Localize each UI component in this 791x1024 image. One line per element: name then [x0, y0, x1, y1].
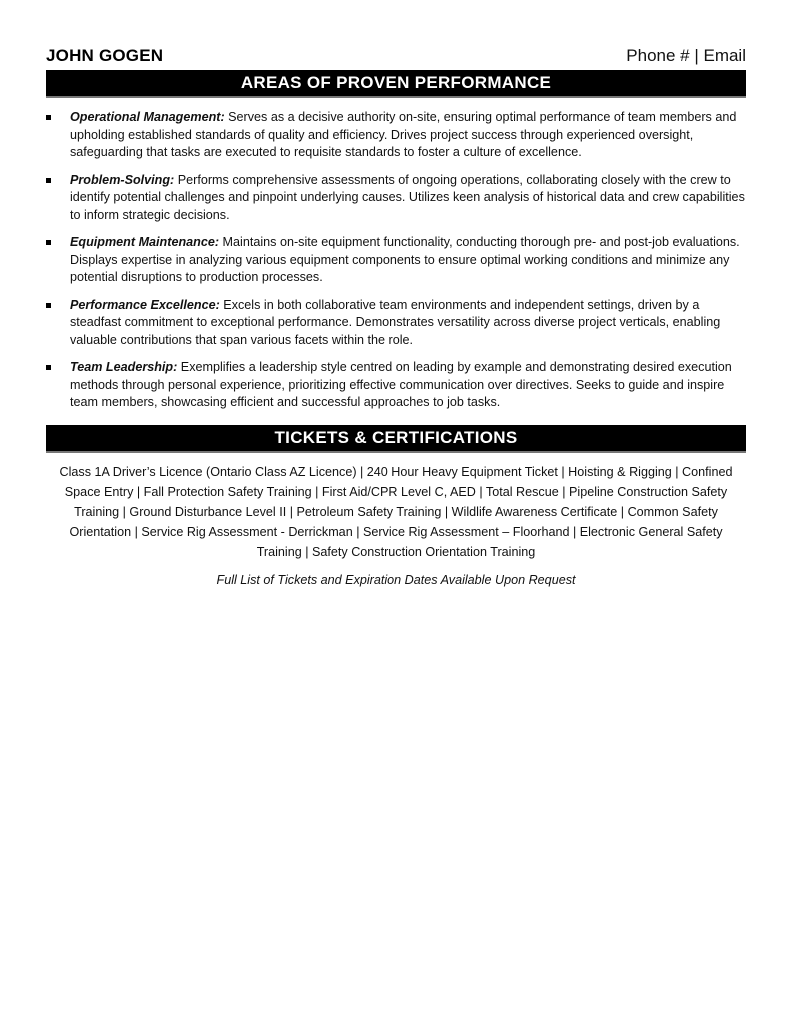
- contact-info: Phone # | Email: [626, 46, 746, 65]
- bullet-marker-icon: [46, 303, 51, 308]
- bullet-term: Equipment Maintenance:: [70, 235, 220, 249]
- list-item: [46, 297, 746, 350]
- list-item: [46, 109, 746, 162]
- bullet-text: Exemplifies a leadership style centred on leading by example and demonstrating desired execution methods through personal experience, prioritizing effective communication over directives. Seeks to guide and inspire team members, showcasing efficient and successful approaches to job tasks.: [70, 360, 732, 409]
- bullet-term: Performance Excellence:: [70, 297, 220, 312]
- performance-list: [46, 109, 746, 422]
- bullet-marker-icon: [46, 115, 51, 120]
- bullet-term: Team Leadership:: [70, 360, 178, 374]
- bullet-text: Serves as a decisive authority on-site, ensuring optimal performance of team members and upholding established standards of quality and efficiency. Drives project success through experienced oversight, safeguarding that tasks are executed to requisite standards to foster a culture of excellence.: [70, 110, 737, 159]
- resume-header: [46, 46, 746, 68]
- certifications-note: Full List of Tickets and Expiration Dates Available Upon Request: [216, 573, 576, 587]
- section-heading-performance: AREAS OF PROVEN PERFORMANCE: [46, 70, 746, 98]
- bullet-term: Operational Management:: [70, 110, 225, 124]
- bullet-text: Maintains on-site equipment functionality, conducting thorough pre- and post-job evaluations. Displays expertise in analyzing various equipment components to ensure optimal working conditions and minimize any potential disruptions to production processes.: [70, 235, 740, 284]
- bullet-text: Performs comprehensive assessments of ongoing operations, collaborating closely with the crew to identify potential challenges and pinpoint underlying causes. Utilizes keen analysis of historical data and crew capabilities to inform strategic decisions.: [70, 172, 745, 222]
- bullet-text: Excels in both collaborative team environments and independent settings, driven by a steadfast commitment to exceptional performance. Demonstrates versatility across diverse project verticals, enabling valuable contributions that span various facets within the role.: [70, 297, 721, 347]
- section-heading-certifications: TICKETS & CERTIFICATIONS: [46, 425, 746, 453]
- list-item: [46, 234, 746, 287]
- list-item: [46, 172, 746, 225]
- bullet-marker-icon: [46, 240, 51, 245]
- candidate-name: JOHN GOGEN: [46, 46, 164, 65]
- certifications-list: Class 1A Driver’s Licence (Ontario Class AZ Licence) | 240 Hour Heavy Equipment Ticket | Hoisting & Rigging | Confined Space Entry | Fall Protection Safety Training | First Aid/CPR Level C, AED | Total Rescue | Pipeline Construction Safety Training | Ground Disturbance Level II | Petroleum Safety Training | Wildlife Awareness Certificate | Common Safety Orientation | Service Rig Assessment - Derrickman | Service Rig Assessment – Floorhand | Electronic General Safety Training | Safety Construction Orientation Training: [59, 465, 733, 559]
- bullet-marker-icon: [46, 365, 51, 370]
- bullet-term: Problem-Solving:: [70, 172, 175, 187]
- bullet-marker-icon: [46, 178, 51, 183]
- list-item: [46, 359, 746, 412]
